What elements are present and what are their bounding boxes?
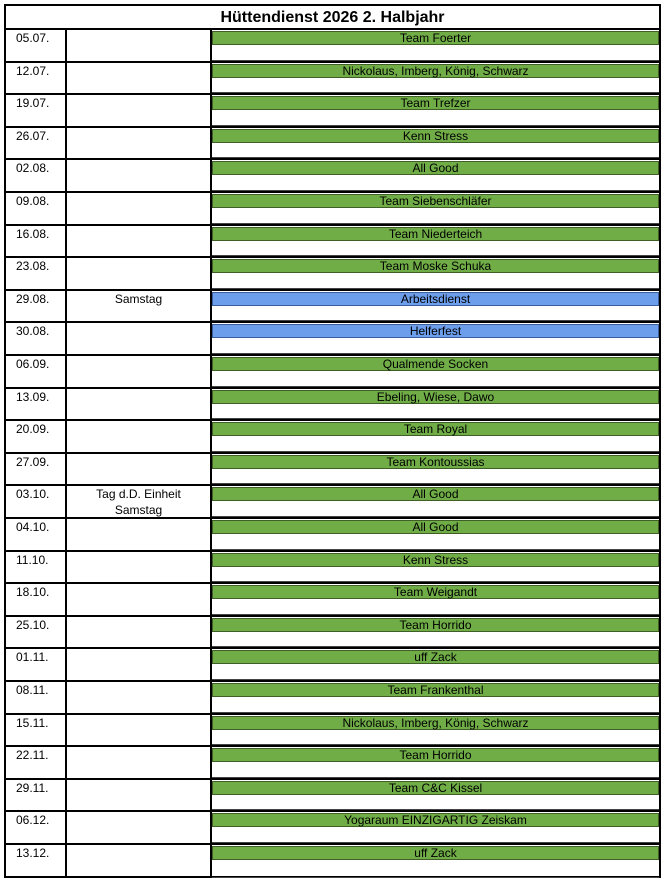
row-spare-line xyxy=(212,45,659,61)
row-spare-line xyxy=(212,730,659,746)
team-bar: All Good xyxy=(212,520,659,534)
team-bar: Yogaraum EINZIGARTIG Zeiskam xyxy=(212,813,659,827)
row-date: 29.08. xyxy=(6,291,67,322)
row-date: 13.09. xyxy=(6,389,67,420)
row-team-cell xyxy=(212,845,659,878)
row-note xyxy=(67,682,212,713)
team-bar: All Good xyxy=(212,161,659,175)
row-date: 06.09. xyxy=(6,356,67,387)
row-note xyxy=(67,845,212,878)
row-note xyxy=(67,421,212,452)
row-team-cell xyxy=(212,552,659,583)
schedule-row xyxy=(6,617,659,650)
row-date: 09.08. xyxy=(6,193,67,224)
row-note xyxy=(67,454,212,485)
event-bar: Helferfest xyxy=(212,324,659,338)
schedule-row xyxy=(6,258,659,291)
team-bar: Kenn Stress xyxy=(212,129,659,143)
row-date: 06.12. xyxy=(6,812,67,843)
schedule-row xyxy=(6,160,659,193)
row-spare-line xyxy=(212,208,659,224)
row-date: 18.10. xyxy=(6,584,67,615)
row-team-cell xyxy=(212,617,659,648)
row-date: 22.11. xyxy=(6,747,67,778)
team-bar: Team Frankenthal xyxy=(212,683,659,697)
schedule-row xyxy=(6,845,659,878)
row-date: 04.10. xyxy=(6,519,67,550)
row-team-cell xyxy=(212,747,659,778)
team-bar: uff Zack xyxy=(212,846,659,860)
row-date: 08.11. xyxy=(6,682,67,713)
row-note xyxy=(67,649,212,680)
team-bar: Team Trefzer xyxy=(212,96,659,110)
row-date: 02.08. xyxy=(6,160,67,191)
row-date: 11.10. xyxy=(6,552,67,583)
row-team-cell xyxy=(212,95,659,126)
row-note xyxy=(67,584,212,615)
row-team-cell xyxy=(212,486,659,517)
row-team-cell xyxy=(212,128,659,159)
row-spare-line xyxy=(212,632,659,648)
row-spare-line xyxy=(212,860,659,878)
event-bar: Arbeitsdienst xyxy=(212,292,659,306)
row-spare-line xyxy=(212,78,659,94)
row-spare-line xyxy=(212,469,659,485)
schedule-row xyxy=(6,780,659,813)
row-spare-line xyxy=(212,795,659,811)
schedule-row xyxy=(6,812,659,845)
row-team-cell xyxy=(212,519,659,550)
team-bar: Team Horrido xyxy=(212,618,659,632)
team-bar: Kenn Stress xyxy=(212,553,659,567)
row-team-cell xyxy=(212,715,659,746)
row-spare-line xyxy=(212,567,659,583)
row-spare-line xyxy=(212,241,659,257)
team-bar: uff Zack xyxy=(212,650,659,664)
row-date: 20.09. xyxy=(6,421,67,452)
row-spare-line xyxy=(212,501,659,517)
row-team-cell xyxy=(212,258,659,289)
row-note xyxy=(67,812,212,843)
row-team-cell xyxy=(212,356,659,387)
schedule-row xyxy=(6,128,659,161)
team-bar: Ebeling, Wiese, Dawo xyxy=(212,390,659,404)
row-spare-line xyxy=(212,534,659,550)
row-date: 05.07. xyxy=(6,30,67,61)
team-bar: Team Siebenschläfer xyxy=(212,194,659,208)
team-bar: Team Niederteich xyxy=(212,227,659,241)
schedule-row xyxy=(6,389,659,422)
row-spare-line xyxy=(212,371,659,387)
row-date: 29.11. xyxy=(6,780,67,811)
row-date: 16.08. xyxy=(6,226,67,257)
row-note xyxy=(67,30,212,61)
schedule-row xyxy=(6,421,659,454)
schedule-row xyxy=(6,486,659,519)
team-bar: Nickolaus, Imberg, König, Schwarz xyxy=(212,716,659,730)
row-note xyxy=(67,63,212,94)
team-bar: Team Weigandt xyxy=(212,585,659,599)
team-bar: Team Royal xyxy=(212,422,659,436)
row-team-cell xyxy=(212,649,659,680)
schedule-row xyxy=(6,193,659,226)
row-note xyxy=(67,356,212,387)
row-spare-line xyxy=(212,110,659,126)
row-team-cell xyxy=(212,812,659,843)
row-date: 26.07. xyxy=(6,128,67,159)
schedule-row xyxy=(6,323,659,356)
team-bar: Team Moske Schuka xyxy=(212,259,659,273)
row-note xyxy=(67,780,212,811)
row-date: 03.10. xyxy=(6,486,67,517)
team-bar: Qualmende Socken xyxy=(212,357,659,371)
row-team-cell xyxy=(212,389,659,420)
row-date: 23.08. xyxy=(6,258,67,289)
schedule-row xyxy=(6,682,659,715)
schedule-row xyxy=(6,63,659,96)
schedule-row xyxy=(6,519,659,552)
schedule-row xyxy=(6,715,659,748)
row-spare-line xyxy=(212,404,659,420)
row-spare-line xyxy=(212,664,659,680)
row-spare-line xyxy=(212,599,659,615)
row-note xyxy=(67,715,212,746)
schedule-row xyxy=(6,95,659,128)
row-spare-line xyxy=(212,762,659,778)
schedule-row xyxy=(6,747,659,780)
row-team-cell xyxy=(212,421,659,452)
row-spare-line xyxy=(212,436,659,452)
schedule-sheet xyxy=(4,4,661,878)
row-team-cell xyxy=(212,780,659,811)
row-note xyxy=(67,193,212,224)
schedule-row xyxy=(6,356,659,389)
team-bar: Team Kontoussias xyxy=(212,455,659,469)
schedule-row xyxy=(6,552,659,585)
row-date: 12.07. xyxy=(6,63,67,94)
row-date: 15.11. xyxy=(6,715,67,746)
row-note xyxy=(67,323,212,354)
schedule-row xyxy=(6,291,659,324)
schedule-row xyxy=(6,454,659,487)
row-note xyxy=(67,389,212,420)
row-spare-line xyxy=(212,273,659,289)
row-note xyxy=(67,747,212,778)
row-date: 27.09. xyxy=(6,454,67,485)
row-note xyxy=(67,617,212,648)
row-note: Samstag xyxy=(67,291,212,322)
row-date: 13.12. xyxy=(6,845,67,878)
row-note xyxy=(67,519,212,550)
row-spare-line xyxy=(212,697,659,713)
row-note xyxy=(67,128,212,159)
team-bar: All Good xyxy=(212,487,659,501)
row-team-cell xyxy=(212,160,659,191)
row-date: 01.11. xyxy=(6,649,67,680)
row-team-cell xyxy=(212,682,659,713)
sheet-title: Hüttendienst 2026 2. Halbjahr xyxy=(6,6,659,30)
row-note xyxy=(67,258,212,289)
row-team-cell xyxy=(212,30,659,61)
team-bar: Team C&C Kissel xyxy=(212,781,659,795)
row-date: 25.10. xyxy=(6,617,67,648)
row-team-cell xyxy=(212,291,659,322)
row-note xyxy=(67,160,212,191)
row-note xyxy=(67,552,212,583)
row-spare-line xyxy=(212,827,659,843)
row-spare-line xyxy=(212,306,659,322)
schedule-row xyxy=(6,584,659,617)
row-team-cell xyxy=(212,226,659,257)
row-note xyxy=(67,95,212,126)
row-spare-line xyxy=(212,338,659,354)
schedule-row xyxy=(6,649,659,682)
team-bar: Nickolaus, Imberg, König, Schwarz xyxy=(212,64,659,78)
row-date: 19.07. xyxy=(6,95,67,126)
row-team-cell xyxy=(212,193,659,224)
schedule-row xyxy=(6,30,659,63)
row-team-cell xyxy=(212,63,659,94)
schedule-row xyxy=(6,226,659,259)
row-spare-line xyxy=(212,175,659,191)
row-team-cell xyxy=(212,584,659,615)
row-team-cell xyxy=(212,323,659,354)
row-spare-line xyxy=(212,143,659,159)
row-note: Tag d.D. Einheit Samstag xyxy=(67,486,212,517)
row-team-cell xyxy=(212,454,659,485)
row-note xyxy=(67,226,212,257)
team-bar: Team Horrido xyxy=(212,748,659,762)
row-date: 30.08. xyxy=(6,323,67,354)
team-bar: Team Foerter xyxy=(212,31,659,45)
